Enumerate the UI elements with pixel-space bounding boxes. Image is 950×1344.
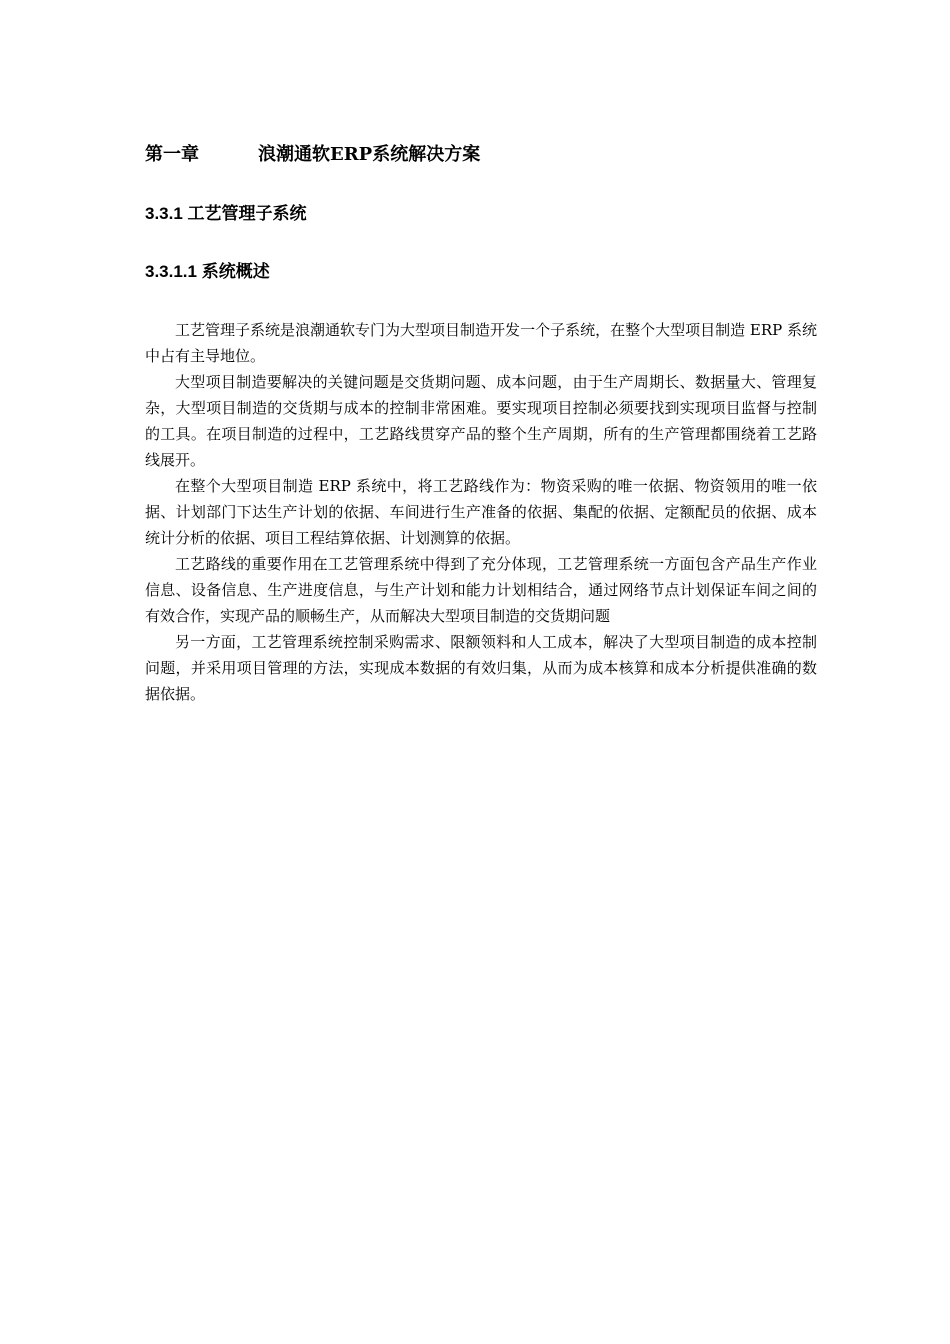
chapter-heading (145, 140, 817, 170)
document-page (145, 140, 817, 707)
paragraph: 大型项目制造要解决的关键问题是交货期问题、成本问题，由于生产周期长、数据量大、管理复杂，大型项目制造的交货期与成本的控制非常困难。要实现项目控制必须要找到实现项目监督与控制的工具。在项目制造的过程中，工艺路线贯穿产品的整个生产周期，所有的生产管理都围绕着工艺路线展开。 (145, 373, 817, 469)
chapter-title: 浪潮通软ERP系统解决方案 (258, 144, 481, 165)
paragraph: 在整个大型项目制造 ERP 系统中，将工艺路线作为：物资采购的唯一依据、物资领用的唯一依据、计划部门下达生产计划的依据、车间进行生产准备的依据、集配的依据、定额配员的依据、成本统计分析的依据、项目工程结算依据、计划测算的依据。 (145, 477, 817, 547)
paragraph: 工艺路线的重要作用在工艺管理系统中得到了充分体现，工艺管理系统一方面包含产品生产作业信息、设备信息、生产进度信息，与生产计划和能力计划相结合，通过网络节点计划保证车间之间的有效合作，实现产品的顺畅生产，从而解决大型项目制造的交货期问题 (145, 555, 817, 625)
body-text (145, 317, 817, 707)
subsection-heading: 3.3.1.1 系统概述 (145, 262, 270, 281)
paragraph: 另一方面，工艺管理系统控制采购需求、限额领料和人工成本，解决了大型项目制造的成本控制问题，并采用项目管理的方法，实现成本数据的有效归集，从而为成本核算和成本分析提供准确的数据依据。 (145, 633, 817, 703)
paragraph: 工艺管理子系统是浪潮通软专门为大型项目制造开发一个子系统，在整个大型项目制造 ERP 系统中占有主导地位。 (145, 321, 817, 365)
chapter-number: 第一章 (145, 144, 199, 165)
section-heading: 3.3.1 工艺管理子系统 (145, 204, 307, 223)
